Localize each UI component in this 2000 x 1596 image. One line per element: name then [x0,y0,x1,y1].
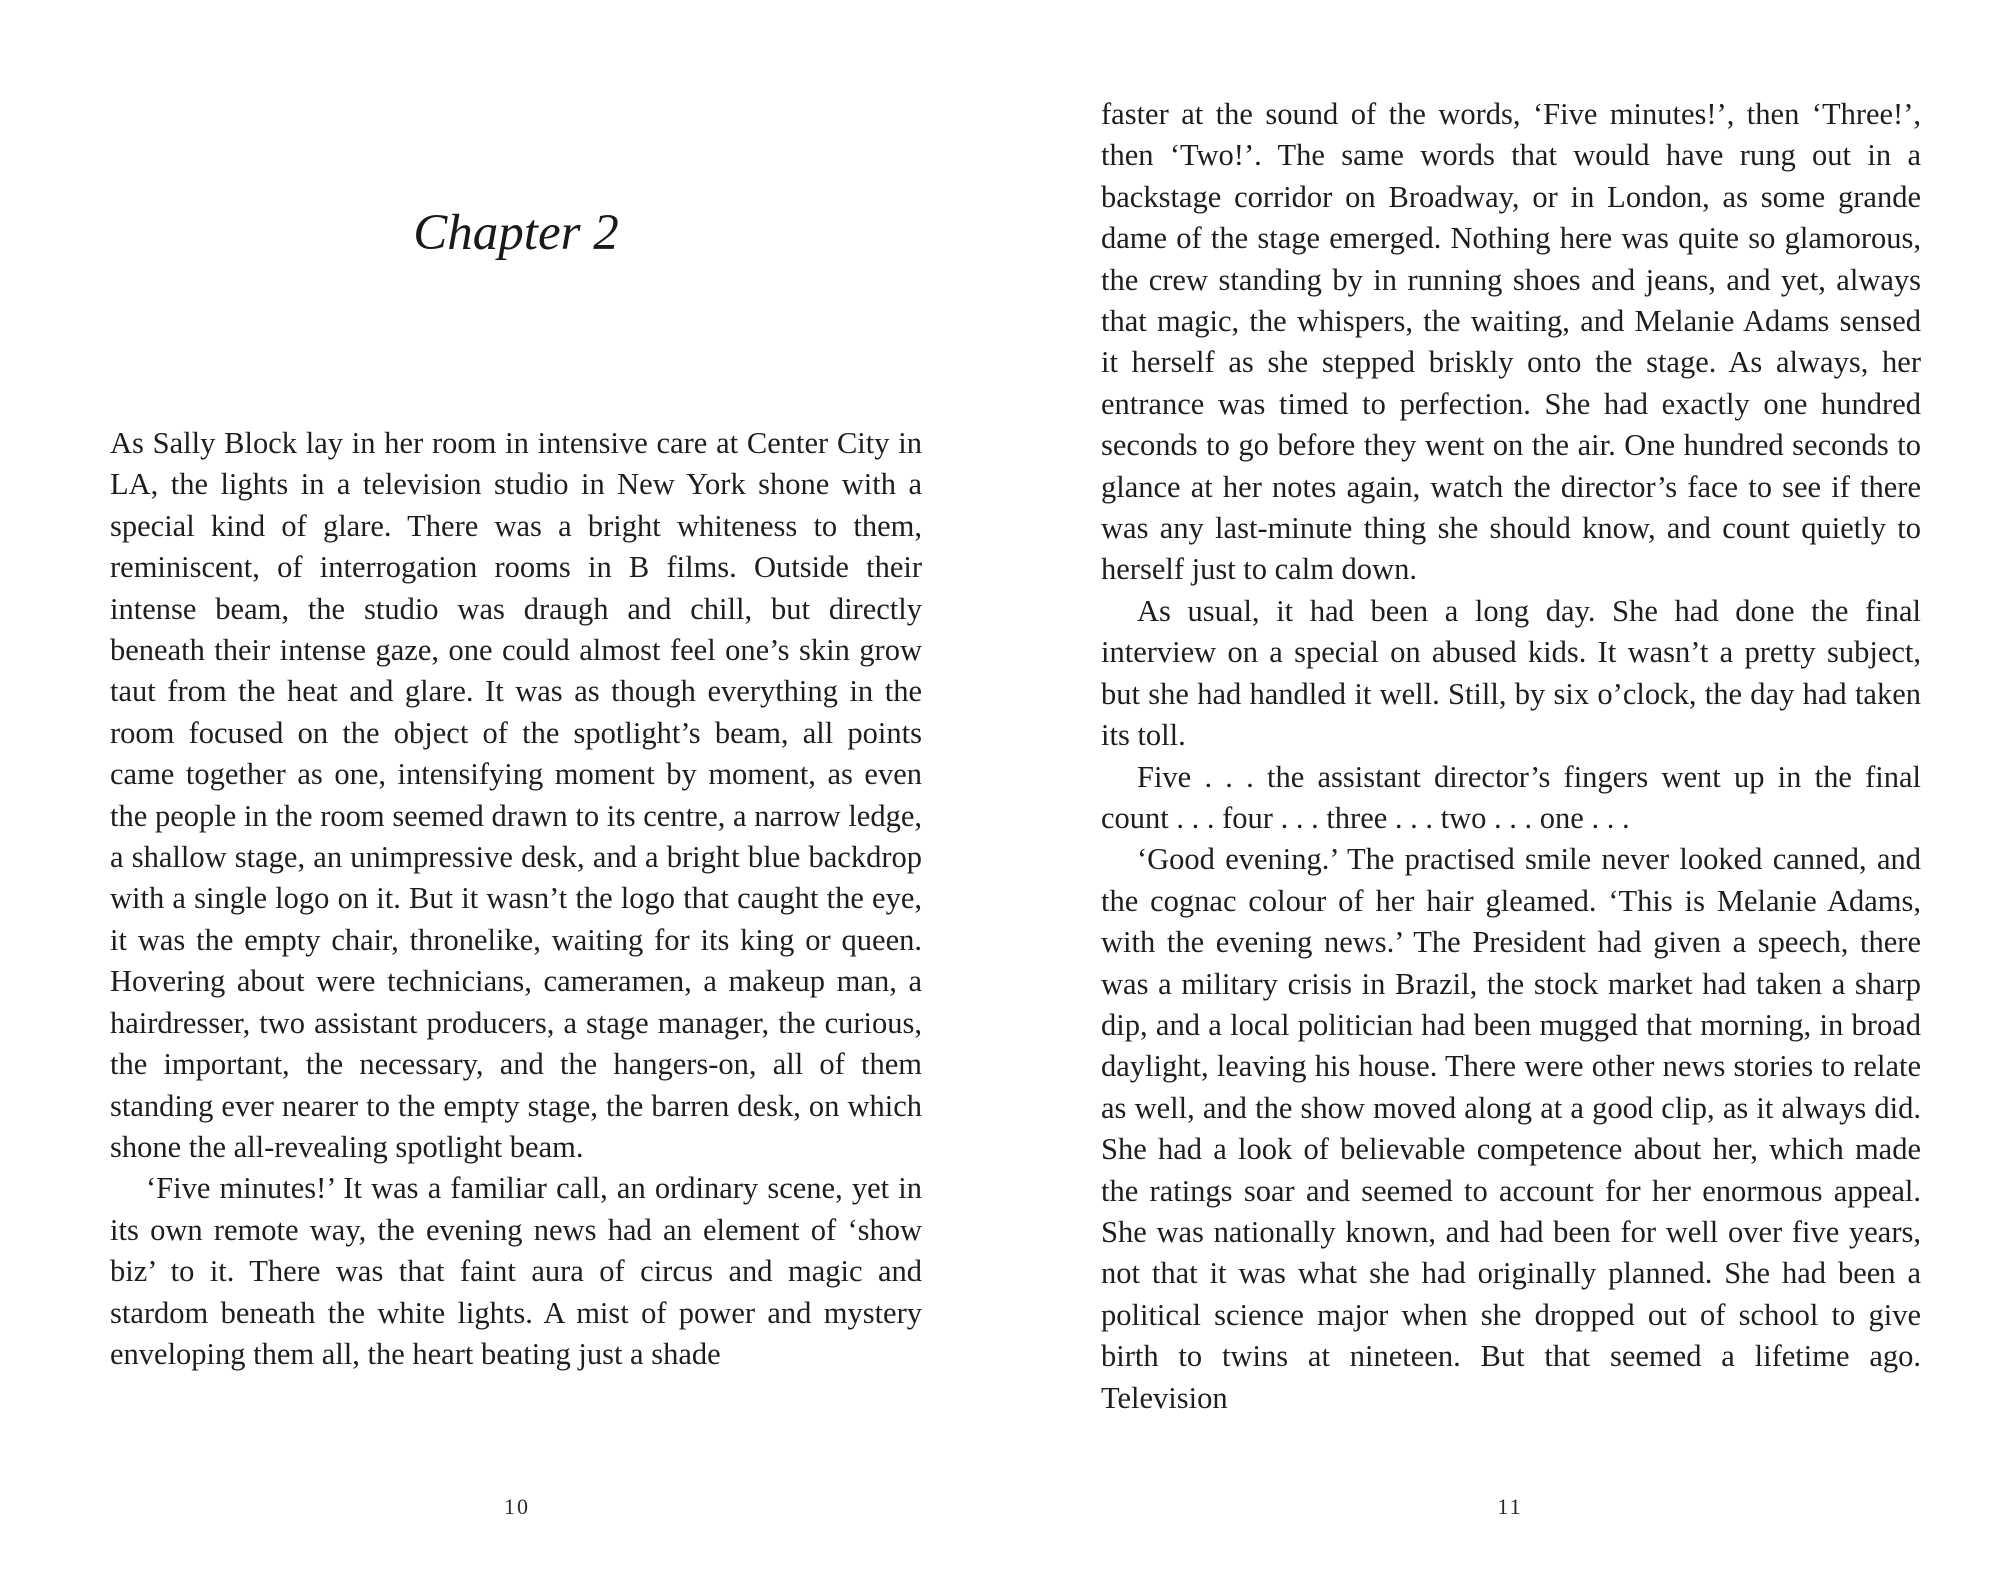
paragraph: As Sally Block lay in her room in intensive care at Center City in LA, the lights in a television studio in New York shone with a special kind of glare. There was a bright whiteness to them, reminiscent, of interrogation rooms in B films. Outside their intense beam, the studio was draugh and chill, but directly beneath their intense gaze, one could almost feel one’s skin grow taut from the heat and glare. It was as though everything in the room focused on the object of the spotlight’s beam, all points came together as one, intensifying moment by moment, as even the people in the room seemed drawn to its centre, a narrow ledge, a shallow stage, an unimpressive desk, and a bright blue backdrop with a single logo on it. But it wasn’t the logo that caught the eye, it was the empty chair, thronelike, waiting for its king or queen. Hovering about were technicians, cameramen, a makeup man, a hairdresser, two assistant producers, a stage manager, the curious, the important, the necessary, and the hangers-on, all of them standing ever nearer to the empty stage, the barren desk, on which shone the all-revealing spotlight beam. [110,426,922,1164]
right-page-body [1101,94,1921,1419]
page-number: 10 [504,1494,530,1519]
page-number: 11 [1497,1494,1523,1519]
paragraph: ‘Five minutes!’ It was a familiar call, an ordinary scene, yet in its own remote way, the evening news had an element of ‘show biz’ to it. There was that faint aura of circus and magic and stardom beneath the white lights. A mist of power and mystery enveloping them all, the heart beating just a shade [110,1171,922,1371]
left-page-body [110,423,922,1375]
paragraph: ‘Good evening.’ The practised smile never looked canned, and the cognac colour of her hair gleamed. ‘This is Melanie Adams, with the evening news.’ The President had given a speech, there was a military crisis in Brazil, the stock market had taken a sharp dip, and a local politician had been mugged that morning, in broad daylight, leaving his house. There were other news stories to relate as well, and the show moved along at a good clip, as it always did. She had a look of believable competence about her, which made the ratings soar and seemed to account for her enormous appeal. She was nationally known, and had been for well over five years, not that it was what she had originally planned. She had been a political science major when she dropped out of school to give birth to twins at nineteen. But that seemed a lifetime ago. Television [1101,842,1921,1415]
paragraph: Five . . . the assistant director’s fingers went up in the final count . . . four . . . three . . . two . . . one . . . [1101,759,1921,835]
chapter-title: Chapter 2 [413,205,619,261]
paragraph: faster at the sound of the words, ‘Five minutes!’, then ‘Three!’, then ‘Two!’. The same words that would have rung out in a backstage corridor on Broadway, or in London, as some grande dame of the stage emerged. Nothing here was quite so glamorous, the crew standing by in running shoes and jeans, and yet, always that magic, the whispers, the waiting, and Melanie Adams sensed it herself as she stepped briskly onto the stage. As always, her entrance was timed to perfection. She had exactly one hundred seconds to go before they went on the air. One hundred seconds to glance at her notes again, watch the director’s face to see if there was any last-minute thing she should know, and count quietly to herself just to calm down. [1101,97,1921,587]
paragraph: As usual, it had been a long day. She had done the final interview on a special on abused kids. It wasn’t a pretty subject, but she had handled it well. Still, by six o’clock, the day had taken its toll. [1101,593,1921,753]
right-page [1000,0,2000,1596]
